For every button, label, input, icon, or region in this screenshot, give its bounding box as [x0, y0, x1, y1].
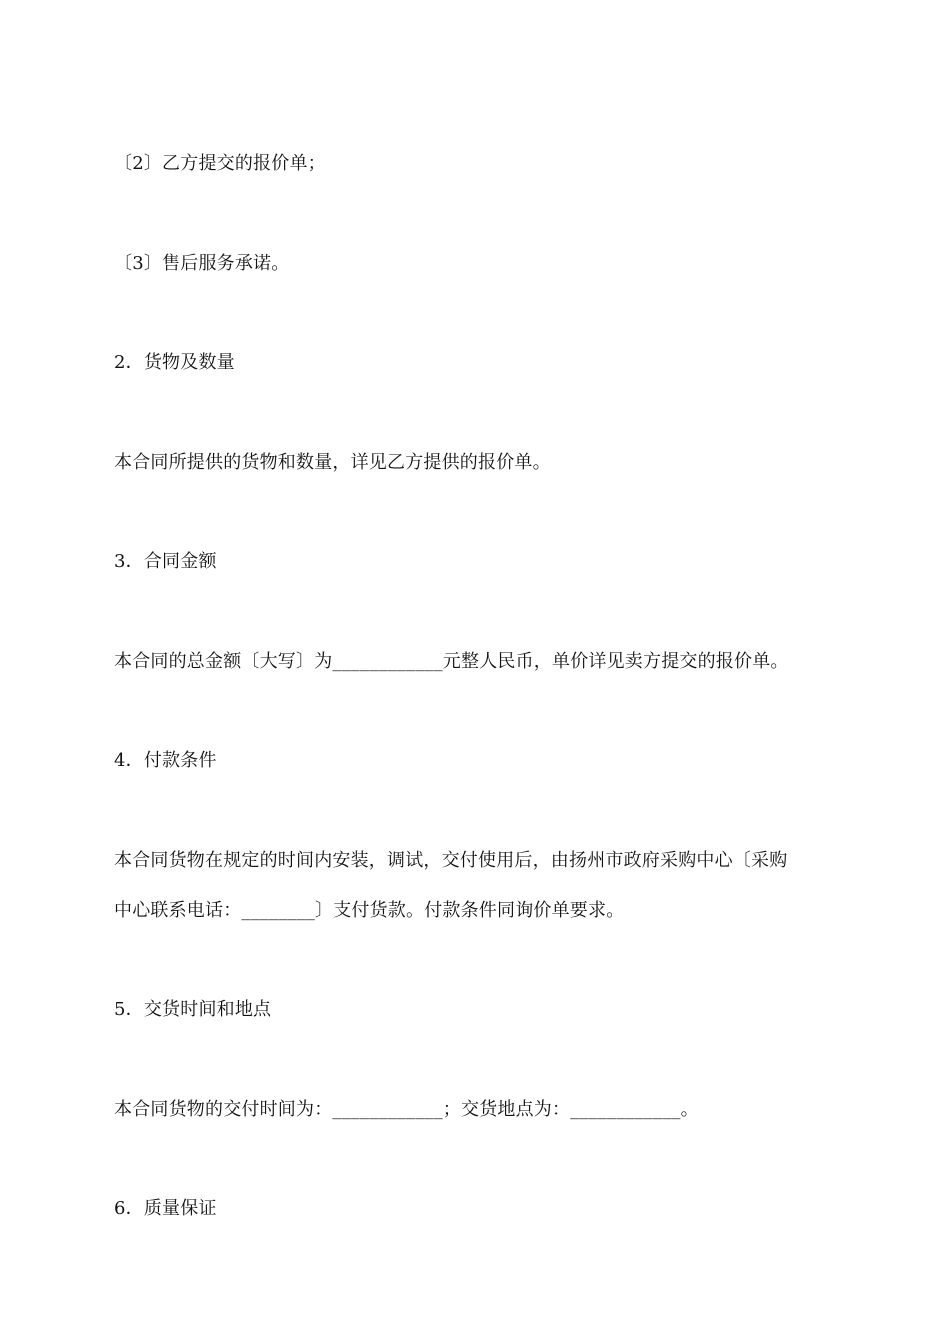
paragraph-goods-quantity: 本合同所提供的货物和数量，详见乙方提供的报价单。	[114, 452, 551, 473]
clause-item-3: 〔3〕售后服务承诺。	[114, 253, 290, 274]
section-heading-delivery: 5．交货时间和地点	[114, 999, 272, 1020]
section-heading-payment-terms: 4．付款条件	[114, 750, 217, 771]
paragraph-payment-terms-line-1: 本合同货物在规定的时间内安装，调试，交付使用后，由扬州市政府采购中心〔采购	[114, 850, 788, 871]
paragraph-contract-amount: 本合同的总金额〔大写〕为____________元整人民币，单价详见卖方提交的报价单。	[114, 651, 789, 672]
paragraph-payment-terms-line-2: 中心联系电话：________〕支付货款。付款条件同询价单要求。	[114, 900, 625, 921]
section-heading-quality-guarantee: 6．质量保证	[114, 1198, 217, 1219]
paragraph-delivery: 本合同货物的交付时间为：____________；交货地点为：____________。	[114, 1099, 699, 1120]
section-heading-contract-amount: 3．合同金额	[114, 551, 217, 572]
clause-item-2: 〔2〕乙方提交的报价单；	[114, 153, 326, 174]
section-heading-goods-quantity: 2．货物及数量	[114, 352, 235, 373]
